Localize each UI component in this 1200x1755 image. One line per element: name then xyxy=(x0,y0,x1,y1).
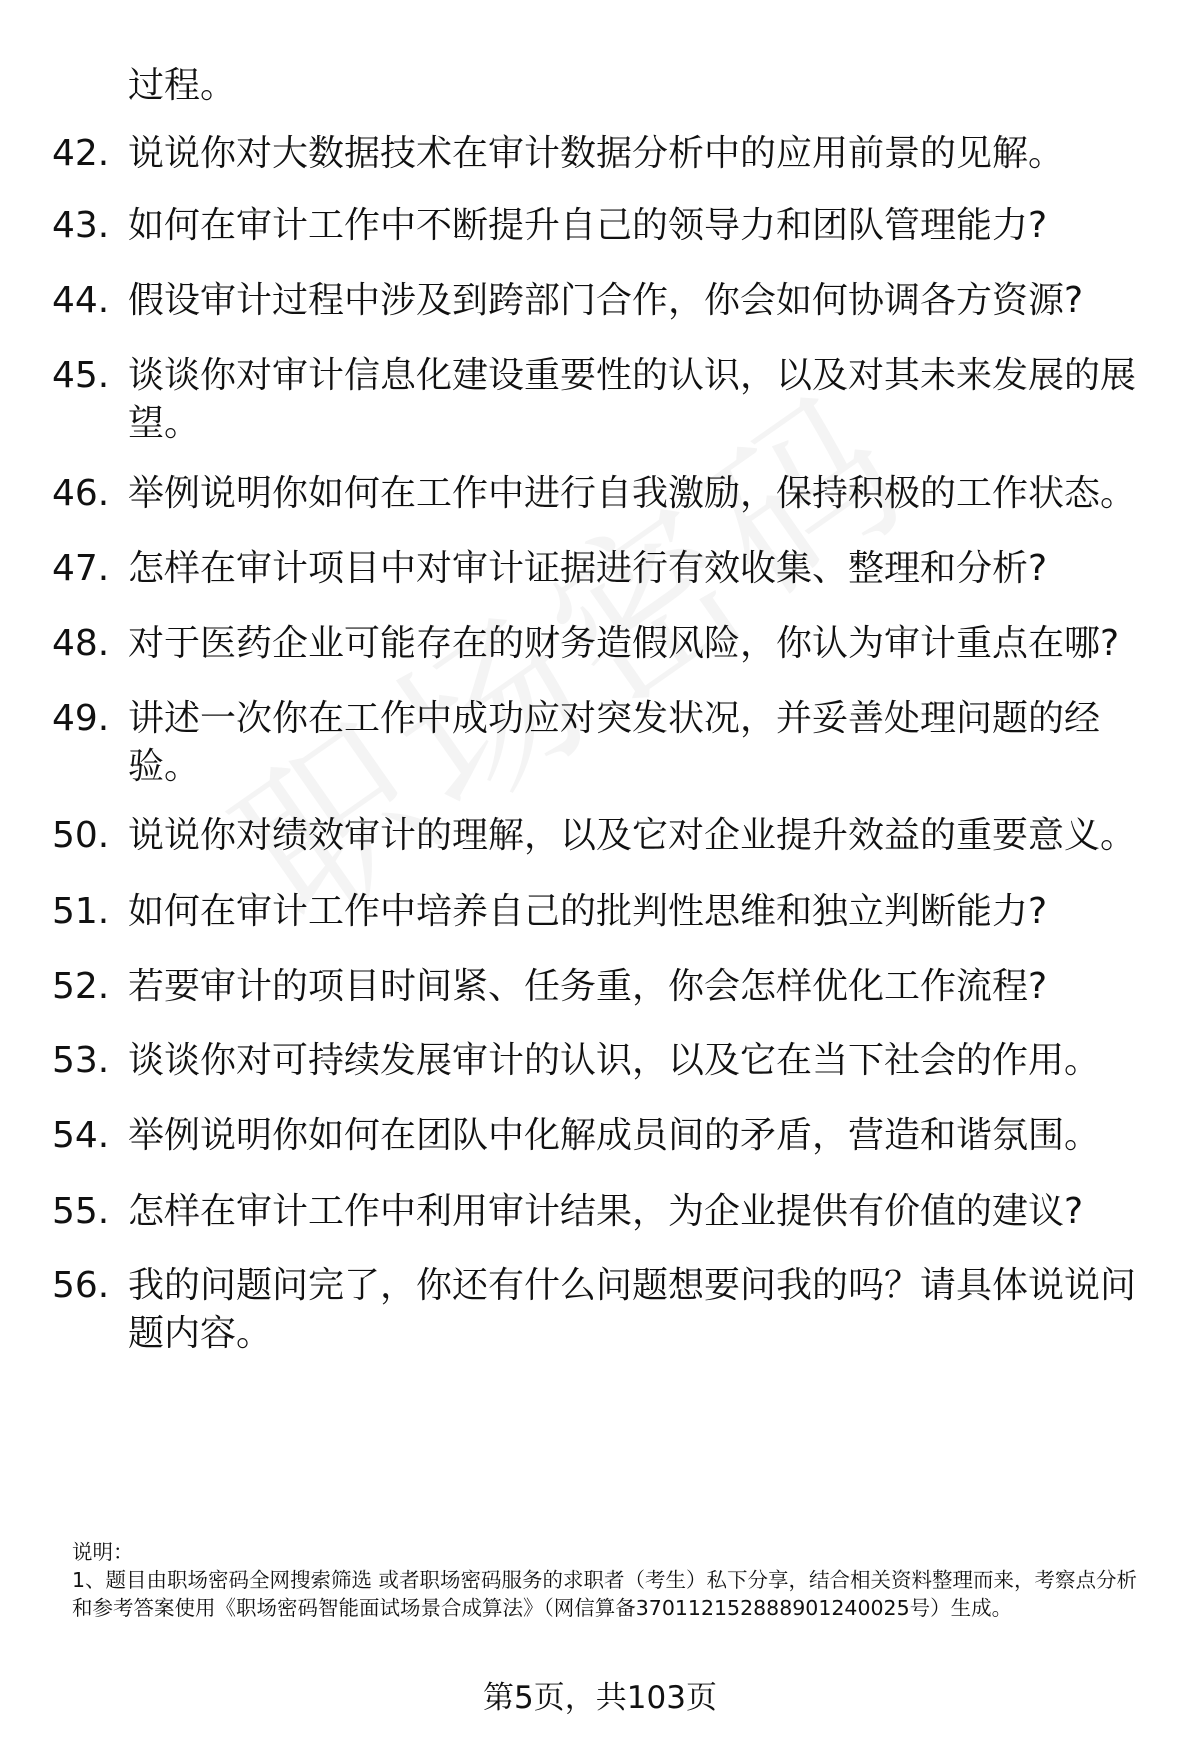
question-item xyxy=(52,620,1140,668)
question-number: 42. xyxy=(52,133,110,174)
question-number: 52. xyxy=(52,966,110,1007)
question-item xyxy=(52,130,1140,178)
notes-heading: 说明： xyxy=(72,1540,134,1564)
question-number: 43. xyxy=(52,205,110,246)
question-number: 54. xyxy=(52,1115,110,1156)
question-item xyxy=(52,470,1140,518)
question-text: 谈谈你对审计信息化建设重要性的认识，以及对其未来发展的展望。 xyxy=(128,355,1137,444)
question-text: 举例说明你如何在团队中化解成员间的矛盾，营造和谐氛围。 xyxy=(128,1115,1101,1156)
question-number: 44. xyxy=(52,280,110,321)
continuation-text: 过程。 xyxy=(128,65,237,106)
question-number: 56. xyxy=(52,1265,110,1306)
question-number: 55. xyxy=(52,1191,110,1232)
question-number: 47. xyxy=(52,548,110,589)
question-text: 讲述一次你在工作中成功应对突发状况，并妥善处理问题的经验。 xyxy=(128,698,1101,787)
question-item xyxy=(52,1112,1140,1160)
question-item xyxy=(52,352,1140,448)
question-text: 如何在审计工作中不断提升自己的领导力和团队管理能力? xyxy=(128,205,1048,246)
question-text: 怎样在审计项目中对审计证据进行有效收集、整理和分析? xyxy=(128,548,1048,589)
question-text: 说说你对大数据技术在审计数据分析中的应用前景的见解。 xyxy=(128,133,1065,174)
question-text: 对于医药企业可能存在的财务造假风险，你认为审计重点在哪? xyxy=(128,623,1120,664)
question-item xyxy=(52,1037,1140,1085)
question-text: 若要审计的项目时间紧、任务重，你会怎样优化工作流程? xyxy=(128,966,1048,1007)
question-item xyxy=(52,545,1140,593)
question-text: 假设审计过程中涉及到跨部门合作，你会如何协调各方资源? xyxy=(128,280,1084,321)
question-text: 我的问题问完了，你还有什么问题想要问我的吗？请具体说说问题内容。 xyxy=(128,1265,1137,1354)
question-item xyxy=(52,277,1140,325)
question-item xyxy=(52,202,1140,250)
question-number: 45. xyxy=(52,355,110,396)
question-item xyxy=(52,1262,1140,1358)
question-text: 说说你对绩效审计的理解，以及它对企业提升效益的重要意义。 xyxy=(128,815,1137,856)
question-text: 举例说明你如何在工作中进行自我激励，保持积极的工作状态。 xyxy=(128,473,1137,514)
question-item xyxy=(52,695,1140,791)
question-item xyxy=(52,812,1140,860)
question-item xyxy=(52,888,1140,936)
question-text: 怎样在审计工作中利用审计结果，为企业提供有价值的建议? xyxy=(128,1191,1084,1232)
question-number: 50. xyxy=(52,815,110,856)
question-item xyxy=(52,963,1140,1011)
question-text: 谈谈你对可持续发展审计的认识，以及它在当下社会的作用。 xyxy=(128,1040,1101,1081)
question-number: 53. xyxy=(52,1040,110,1081)
question-item xyxy=(52,1188,1140,1236)
question-number: 48. xyxy=(52,623,110,664)
question-number: 49. xyxy=(52,698,110,739)
page-number: 第5页，共103页 xyxy=(483,1680,717,1716)
question-number: 51. xyxy=(52,891,110,932)
notes-body: 1、题目由职场密码全网搜索筛选 或者职场密码服务的求职者（考生）私下分享，结合相关资料整理而来，考察点分析和参考答案使用《职场密码智能面试场景合成算法》（网信算备370112152888901240025号）生成。 xyxy=(72,1568,1138,1620)
question-text: 如何在审计工作中培养自己的批判性思维和独立判断能力? xyxy=(128,891,1048,932)
question-number: 46. xyxy=(52,473,110,514)
notes-section xyxy=(72,1538,1152,1622)
